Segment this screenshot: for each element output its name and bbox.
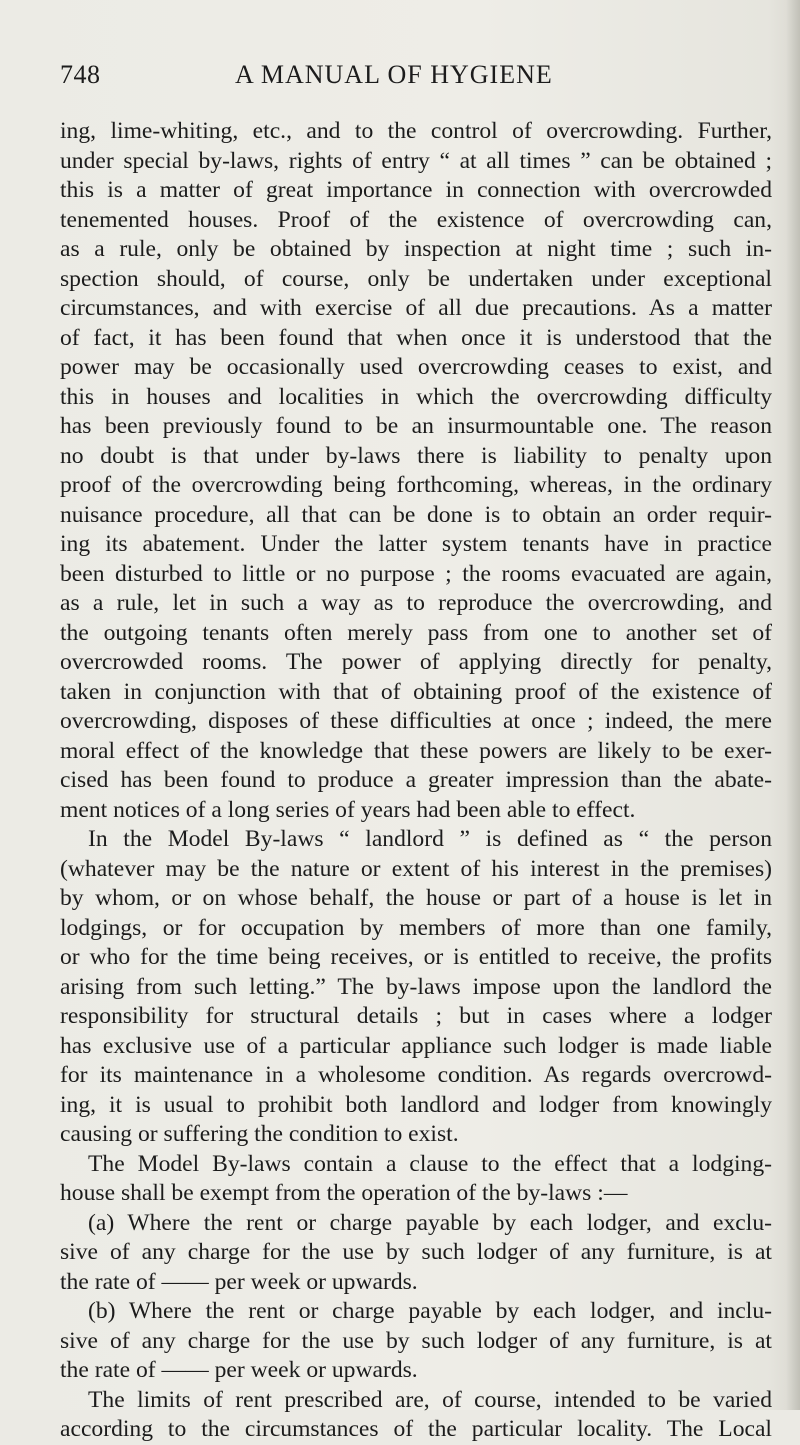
text-line: of fact, it has been found that when once it is understood that the: [60, 324, 772, 351]
text-line: nuisance procedure, all that can be done is to obtain an order requir-: [60, 501, 772, 528]
text-line: lodgings, or for occupation by members of more than one family,: [60, 914, 772, 941]
text-line: (b) Where the rent or charge payable by each lodger, and inclu-: [88, 1298, 772, 1324]
text-line: no doubt is that under by-laws there is liability to penalty upon: [60, 442, 772, 469]
text-line: spection should, of course, only be undertaken under exceptional: [60, 265, 772, 292]
body-text: [60, 117, 772, 1445]
text-line: overcrowding, disposes of these difficulties at once ; indeed, the mere: [60, 708, 772, 734]
text-line: sive of any charge for the use by such lodger of any furniture, is at: [60, 1239, 772, 1265]
text-line: ing, it is usual to prohibit both landlord and lodger from knowingly: [60, 1091, 772, 1118]
text-line: overcrowded rooms. The power of applying directly for penalty,: [60, 649, 772, 675]
text-line: arising from such letting.” The by-laws impose upon the landlord the: [60, 973, 772, 1000]
text-line: taken in conjunction with that of obtaining proof of the existence of: [60, 678, 772, 705]
text-line: moral effect of the knowledge that these powers are likely to be exer-: [60, 737, 772, 764]
text-line: for its maintenance in a wholesome condition. As regards overcrowd-: [60, 1062, 772, 1088]
text-line: responsibility for structural details ; but in cases where a lodger: [60, 1003, 772, 1029]
text-line: proof of the overcrowding being forthcoming, whereas, in the ordinary: [60, 472, 772, 498]
text-line: as a rule, only be obtained by inspection at night time ; such in-: [60, 236, 772, 262]
text-line: The Model By-laws contain a clause to the effect that a lodging-: [88, 1150, 772, 1177]
page-number: 748: [60, 60, 101, 89]
text-line: The limits of rent prescribed are, of course, intended to be varied: [88, 1386, 772, 1413]
text-line: the rate of —— per week or upwards.: [60, 1357, 418, 1383]
text-line: tenemented houses. Proof of the existence of overcrowding can,: [60, 206, 772, 233]
text-line: been disturbed to little or no purpose ; the rooms evacuated are again,: [60, 560, 772, 587]
text-line: (a) Where the rent or charge payable by each lodger, and exclu-: [88, 1209, 772, 1236]
text-line: ment notices of a long series of years had been able to effect.: [60, 796, 636, 823]
text-line: this in houses and localities in which the overcrowding difficulty: [60, 383, 772, 410]
running-title: A MANUAL OF HYGIENE: [235, 60, 553, 89]
page-edge-shadow: [786, 0, 800, 1410]
text-line: by whom, or on whose behalf, the house or part of a house is let in: [60, 885, 772, 911]
text-line: ing its abatement. Under the latter system tenants have in practice: [60, 531, 772, 557]
text-line: cised has been found to produce a greater impression than the abate-: [60, 767, 772, 793]
text-line: power may be occasionally used overcrowding ceases to exist, and: [60, 354, 772, 380]
text-line: has been previously found to be an insurmountable one. The reason: [60, 413, 772, 439]
text-line: the rate of —— per week or upwards.: [60, 1268, 418, 1295]
text-line: In the Model By-laws “ landlord ” is defined as “ the person: [88, 826, 772, 852]
text-line: or who for the time being receives, or is entitled to receive, the profits: [60, 944, 772, 970]
text-line: as a rule, let in such a way as to reproduce the overcrowding, and: [60, 590, 772, 616]
text-line: the outgoing tenants often merely pass from one to another set of: [60, 619, 772, 646]
text-line: under special by-laws, rights of entry “ at all times ” can be obtained ;: [60, 147, 772, 174]
text-line: sive of any charge for the use by such lodger of any furniture, is at: [60, 1327, 772, 1354]
text-line: causing or suffering the condition to exist.: [60, 1121, 459, 1147]
text-line: circumstances, and with exercise of all due precautions. As a matter: [60, 295, 772, 321]
text-line: has exclusive use of a particular appliance such lodger is made liable: [60, 1032, 772, 1059]
text-line: house shall be exempt from the operation of the by-laws :—: [60, 1180, 628, 1206]
text-line: according to the circumstances of the particular locality. The Local: [60, 1416, 772, 1442]
text-line: ing, lime-whiting, etc., and to the control of overcrowding. Further,: [60, 118, 772, 144]
text-line: (whatever may be the nature or extent of his interest in the premises): [60, 855, 772, 882]
text-line: this is a matter of great importance in connection with overcrowded: [60, 177, 772, 203]
page-header: [60, 60, 740, 100]
